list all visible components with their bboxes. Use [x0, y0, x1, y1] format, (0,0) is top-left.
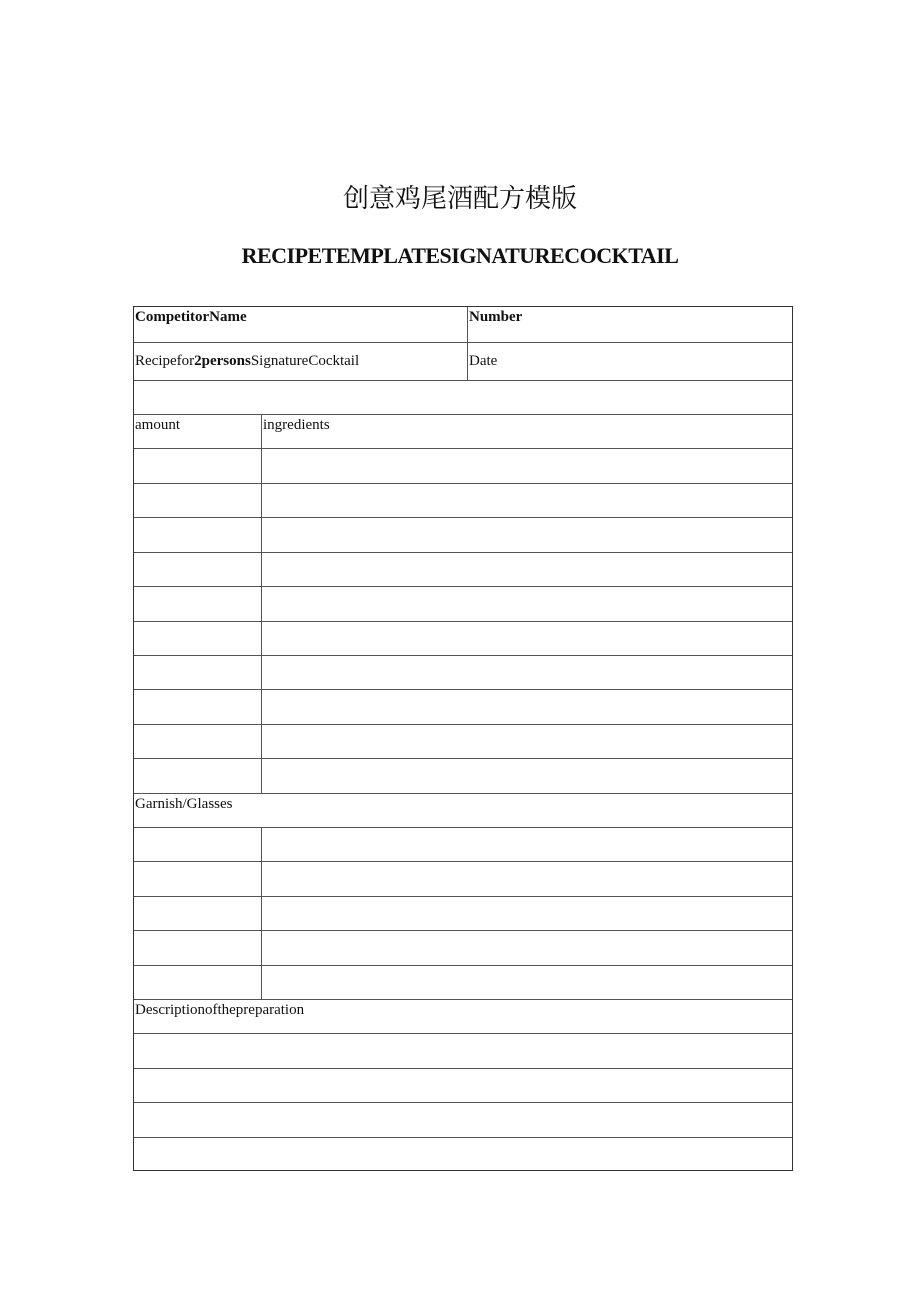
ingredient-row [134, 449, 792, 484]
amount-header-cell [134, 415, 261, 448]
recipe-name-row[interactable] [134, 381, 792, 415]
date-cell[interactable] [467, 343, 793, 380]
competitor-row [134, 307, 792, 343]
amount-cell[interactable] [134, 518, 261, 552]
garnish-header-row [134, 794, 792, 828]
garnish-amount-cell[interactable] [134, 828, 261, 861]
description-row[interactable] [134, 1138, 792, 1171]
amount-cell[interactable] [134, 656, 261, 689]
recipe-prefix: Recipefor [135, 353, 195, 369]
garnish-label: Garnish/Glasses [135, 796, 233, 812]
recipe-suffix: SignatureCocktail [250, 353, 360, 369]
ingredient-cell[interactable] [261, 690, 793, 724]
description-row[interactable] [134, 1069, 792, 1103]
description-row[interactable] [134, 1103, 792, 1138]
garnish-amount-cell[interactable] [134, 931, 261, 965]
garnish-row [134, 828, 792, 862]
garnish-row [134, 897, 792, 931]
ingredients-header-row [134, 415, 792, 449]
number-label: Number [469, 309, 523, 325]
ingredient-row [134, 725, 792, 759]
garnish-item-cell[interactable] [261, 828, 793, 861]
garnish-row [134, 862, 792, 897]
ingredient-cell[interactable] [261, 622, 793, 655]
amount-cell[interactable] [134, 449, 261, 483]
ingredient-row [134, 587, 792, 622]
description-label: Descriptionofthepreparation [135, 1002, 305, 1018]
ingredient-row [134, 518, 792, 553]
garnish-row [134, 966, 792, 1000]
ingredients-label: ingredients [263, 417, 330, 433]
amount-cell[interactable] [134, 587, 261, 621]
garnish-amount-cell[interactable] [134, 897, 261, 930]
amount-cell[interactable] [134, 622, 261, 655]
amount-cell[interactable] [134, 484, 261, 517]
recipe-cell[interactable] [134, 343, 467, 380]
ingredient-row [134, 690, 792, 725]
garnish-item-cell[interactable] [261, 966, 793, 999]
ingredient-row [134, 484, 792, 518]
ingredient-cell[interactable] [261, 587, 793, 621]
recipe-persons: 2persons [194, 353, 251, 369]
amount-label: amount [135, 417, 180, 433]
ingredient-cell[interactable] [261, 484, 793, 517]
document-title-chinese: 创意鸡尾酒配方模版 [342, 184, 577, 214]
garnish-item-cell[interactable] [261, 897, 793, 930]
garnish-row [134, 931, 792, 966]
garnish-item-cell[interactable] [261, 862, 793, 896]
ingredient-cell[interactable] [261, 725, 793, 758]
ingredient-row [134, 622, 792, 656]
document-title-english: RECIPETEMPLATESIGNATURECOCKTAIL [241, 243, 679, 268]
description-row[interactable] [134, 1034, 792, 1069]
ingredient-cell[interactable] [261, 759, 793, 793]
garnish-amount-cell[interactable] [134, 966, 261, 999]
ingredient-row [134, 553, 792, 587]
number-cell[interactable] [467, 307, 793, 342]
ingredient-row [134, 759, 792, 794]
amount-cell[interactable] [134, 553, 261, 586]
amount-cell[interactable] [134, 759, 261, 793]
competitor-name-label: CompetitorName [135, 309, 247, 325]
description-header-row [134, 1000, 792, 1034]
amount-cell[interactable] [134, 690, 261, 724]
recipe-label [135, 353, 359, 370]
amount-cell[interactable] [134, 725, 261, 758]
ingredient-cell[interactable] [261, 449, 793, 483]
competitor-name-cell[interactable] [134, 307, 467, 342]
recipe-row [134, 343, 792, 381]
ingredient-cell[interactable] [261, 553, 793, 586]
ingredient-cell[interactable] [261, 656, 793, 689]
date-label: Date [469, 353, 498, 369]
ingredients-header-cell [261, 415, 793, 448]
ingredient-row [134, 656, 792, 690]
recipe-form-table [133, 306, 793, 1171]
garnish-amount-cell[interactable] [134, 862, 261, 896]
ingredient-cell[interactable] [261, 518, 793, 552]
garnish-item-cell[interactable] [261, 931, 793, 965]
